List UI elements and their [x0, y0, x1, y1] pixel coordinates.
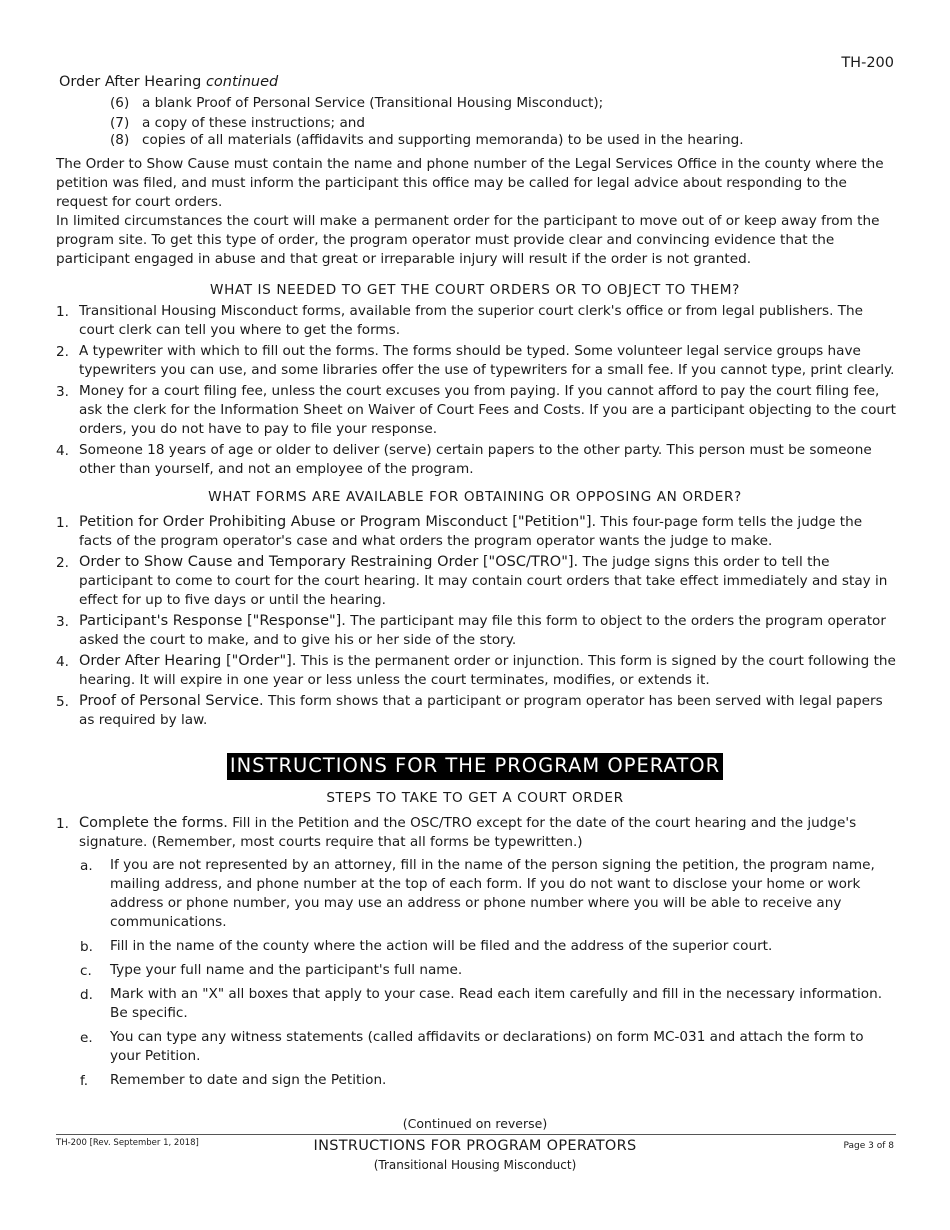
enclosure-num: (8)	[110, 132, 130, 148]
form-description: The judge signs this order to tell the participant to come to court for the court hearing. It may contain court orders that take effect immediately and stay in effect for up to five days or until the hearing.	[79, 554, 888, 608]
enclosure-text: copies of all materials (affidavits and supporting memoranda) to be used in the hearing.	[142, 132, 744, 148]
list-text: Someone 18 years of age or older to deliver (serve) certain papers to the other party. This person must be someone other than yourself, and not an employee of the program.	[79, 442, 872, 477]
substep-letter: b.	[80, 939, 93, 955]
enclosure-num: (7)	[110, 115, 130, 131]
form-title: Order to Show Cause and Temporary Restraining Order ["OSC/TRO"].	[79, 554, 579, 570]
substep-letter: d.	[80, 987, 93, 1003]
substep-letter: c.	[80, 963, 92, 979]
list-text: Money for a court filing fee, unless the court excuses you from paying. If you cannot afford to pay the court filing fee, ask the clerk for the Information Sheet on Waiver of Court Fees and Costs. If you are a participant objecting to the court orders, you do not have to pay to file your response.	[79, 383, 896, 437]
steps-list	[56, 814, 896, 852]
list-item	[56, 302, 896, 340]
paragraph-permanent-order: In limited circumstances the court will make a permanent order for the participant to move out of or keep away from the program site. To get this type of order, the program operator must provide clear and convincing evidence that the participant engaged in abuse and that great or irreparable injury will result if the order is not granted.	[56, 213, 880, 267]
substep-item	[80, 961, 896, 980]
list-num: 3.	[56, 384, 69, 400]
continued-suffix: continued	[205, 74, 279, 90]
list-text: A typewriter with which to fill out the forms. The forms should be typed. Some volunteer legal service groups have typewriters you can use, and some libraries offer the use of typewriters for a small fee. If you cannot type, print clearly.	[79, 343, 895, 378]
list-num: 2.	[56, 555, 69, 571]
page-number: Page 3 of 8	[843, 1141, 894, 1151]
list-num: 1.	[56, 816, 69, 832]
enclosure-text: a blank Proof of Personal Service (Transitional Housing Misconduct);	[142, 95, 604, 111]
step-title: Complete the forms.	[79, 815, 228, 831]
section-heading-needed: WHAT IS NEEDED TO GET THE COURT ORDERS OR TO OBJECT TO THEM?	[210, 282, 740, 298]
substep-item	[80, 1071, 896, 1090]
form-id: TH-200	[841, 55, 894, 71]
substep-letter: e.	[80, 1030, 93, 1046]
banner-wrap	[0, 753, 950, 780]
section-banner: INSTRUCTIONS FOR THE PROGRAM OPERATOR	[227, 753, 723, 780]
needed-list	[56, 302, 896, 479]
substep-letter: a.	[80, 858, 93, 874]
list-num: 2.	[56, 344, 69, 360]
list-item	[56, 553, 896, 610]
substeps-list	[80, 856, 896, 1090]
enclosure-item	[110, 132, 744, 148]
substep-item	[80, 1028, 896, 1066]
continued-note: (Continued on reverse)	[402, 1116, 548, 1131]
list-item	[56, 513, 896, 551]
substep-text: If you are not represented by an attorney, fill in the name of the person signing the petition, the program name, mailing address, and phone number at the top of each form. If you do not want to disclose your home or work address or phone number, you may use an address or phone number where you will be able to receive any communications.	[110, 857, 875, 930]
list-num: 4.	[56, 654, 69, 670]
substep-letter: f.	[80, 1073, 89, 1089]
list-item	[56, 814, 896, 852]
substep-text: You can type any witness statements (called affidavits or declarations) on form MC-031 and attach the form to your Petition.	[110, 1029, 864, 1064]
list-item	[56, 692, 896, 730]
step-description: Fill in the Petition and the OSC/TRO except for the date of the court hearing and the judge's signature. (Remember, most courts require that all forms be typewritten.)	[79, 815, 857, 850]
form-title: Order After Hearing ["Order"].	[79, 653, 297, 669]
form-title: Petition for Order Prohibiting Abuse or Program Misconduct ["Petition"].	[79, 514, 597, 530]
list-item	[56, 612, 896, 650]
form-description: This form shows that a participant or program operator has been served with legal papers as required by law.	[79, 693, 883, 728]
footer-title: INSTRUCTIONS FOR PROGRAM OPERATORS	[313, 1138, 637, 1154]
enclosure-num: (6)	[110, 95, 130, 111]
form-description: This is the permanent order or injunction. This form is signed by the court following the hearing. It will expire in one year or less unless the court terminates, modifies, or extends it.	[79, 653, 896, 688]
enclosure-item	[110, 115, 365, 131]
footer-subtitle: (Transitional Housing Misconduct)	[373, 1158, 577, 1172]
list-num: 1.	[56, 304, 69, 320]
section-heading-steps: STEPS TO TAKE TO GET A COURT ORDER	[326, 790, 624, 806]
list-num: 1.	[56, 515, 69, 531]
list-num: 4.	[56, 443, 69, 459]
revision-date: TH-200 [Rev. September 1, 2018]	[56, 1138, 199, 1148]
substep-item	[80, 856, 896, 932]
substep-text: Mark with an "X" all boxes that apply to your case. Read each item carefully and fill in the necessary information. Be specific.	[110, 986, 883, 1021]
list-num: 3.	[56, 614, 69, 630]
list-item	[56, 382, 896, 439]
list-item	[56, 652, 896, 690]
continued-title: Order After Hearing	[59, 74, 202, 90]
substep-text: Fill in the name of the county where the action will be filed and the address of the superior court.	[110, 938, 773, 954]
substep-item	[80, 985, 896, 1023]
section-heading-forms: WHAT FORMS ARE AVAILABLE FOR OBTAINING OR OPPOSING AN ORDER?	[208, 489, 742, 505]
substep-text: Type your full name and the participant's full name.	[110, 962, 463, 978]
list-item	[56, 441, 896, 479]
substep-text: Remember to date and sign the Petition.	[110, 1072, 387, 1088]
form-title: Proof of Personal Service.	[79, 693, 264, 709]
list-text: Transitional Housing Misconduct forms, available from the superior court clerk's office or from legal publishers. The court clerk can tell you where to get the forms.	[79, 303, 864, 338]
substep-item	[80, 937, 896, 956]
forms-list	[56, 513, 896, 730]
form-title: Participant's Response ["Response"].	[79, 613, 346, 629]
continued-header	[59, 74, 278, 90]
enclosure-text: a copy of these instructions; and	[142, 115, 366, 131]
form-description: This four-page form tells the judge the facts of the program operator's case and what orders the program operator wants the judge to make.	[79, 514, 863, 549]
footer-divider	[56, 1134, 896, 1135]
list-num: 5.	[56, 694, 69, 710]
paragraph-osc-requirements: The Order to Show Cause must contain the name and phone number of the Legal Services Office in the county where the petition was filed, and must inform the participant this office may be called for legal advice about responding to the request for court orders.	[56, 156, 884, 210]
form-description: The participant may file this form to object to the orders the program operator asked the court to make, and to give his or her side of the story.	[79, 613, 886, 648]
enclosure-item	[110, 95, 603, 111]
list-item	[56, 342, 896, 380]
